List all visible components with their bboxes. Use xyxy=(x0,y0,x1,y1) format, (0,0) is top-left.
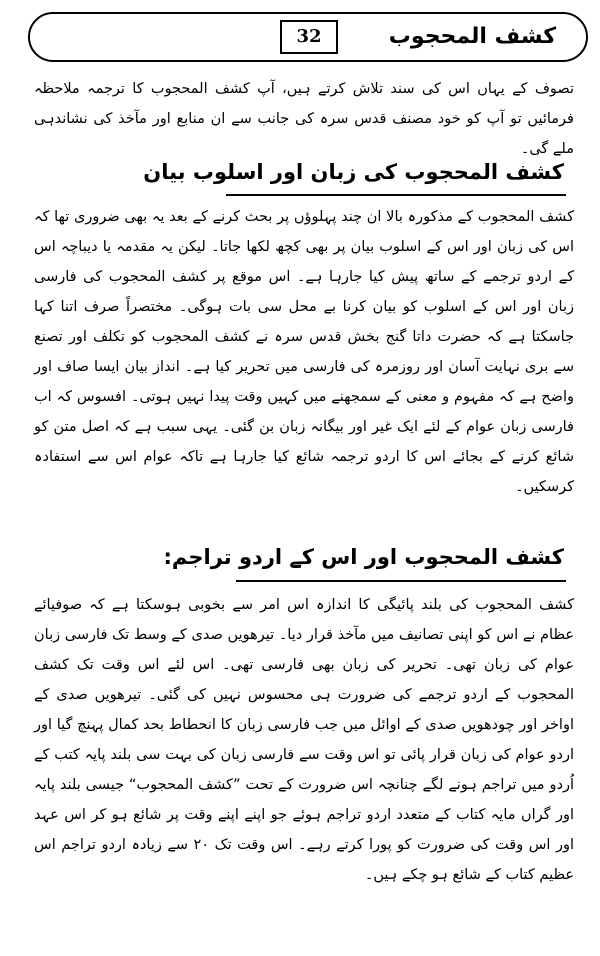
section-paragraph-urdu-translations xyxy=(34,590,574,940)
running-header xyxy=(28,12,588,62)
paragraph-text: کشف المحجوب کے مذکورہ بالا ان چند پہلوؤں پر بحث کرنے کے بعد یہ بھی ضروری تھا کہ اس کی زبان اور اس کے اسلوب بیان پر بھی کچھ لکھا جاتا۔ لیکن یہ مقدمہ یا دیباچہ اس کے اردو ترجمے کے ساتھ پیش کیا جارہا ہے۔ اس موقع پر کشف المحجوب کی فارسی زبان اور اس کے اسلوب کو بیان کرنا بے محل سی بات ہوگی۔ مختصراً صرف اتنا کہا جاسکتا ہے کہ حضرت داتا گنج بخش قدس سرہ نے کشف المحجوب کو تکلف اور تصنع سے بری نہایت آسان اور روزمرہ کی فارسی میں تحریر کیا ہے۔ انداز بیان ایسا صاف اور واضح ہے کہ مفہوم و معنی کے سمجھنے میں کہیں وقت پیدا نہیں ہوتی۔ افسوس کہ اب فارسی زبان عوام کے لئے ایک غیر اور بیگانہ زبان بن گئی۔ یہی سبب ہے کہ اصل متن کو شائع کرنے کے بجائے اس کا اردو ترجمہ شائع کیا جارہا ہے تاکہ عوام اس سے استفادہ کرسکیں۔ xyxy=(34,209,574,495)
running-header-title: کشف المحجوب xyxy=(388,24,556,49)
intro-text: تصوف کے یہاں اس کی سند تلاش کرتے ہیں، آپ کشف المحجوب کا ترجمہ ملاحظہ فرمائیں تو آپ کو خود مصنف قدس سرہ کی جانب سے ان منابع اور مآخذ کی نشاندہی ملے گی۔ xyxy=(34,81,574,157)
section-heading-underline xyxy=(226,194,566,196)
section-heading-language-style: کشف المحجوب کی زبان اور اسلوب بیان xyxy=(143,160,564,184)
page-number: 32 xyxy=(280,20,338,54)
intro-paragraph xyxy=(34,74,574,157)
section-heading-urdu-translations: کشف المحجوب اور اس کے اردو تراجم: xyxy=(163,545,564,569)
section-paragraph-language-style xyxy=(34,202,574,520)
section-heading-underline xyxy=(236,580,566,582)
paragraph-text: کشف المحجوب کی بلند پائیگی کا اندازہ اس امر سے بخوبی ہوسکتا ہے کہ صوفیائے عظام نے اس کو اپنی تصانیف میں مآخذ قرار دیا۔ تیرھویں صدی کے وسط تک فارسی زبان عوام کی زبان تھی۔ تحریر کی زبان بھی فارسی تھی۔ اس لئے اس وقت تک کشف المحجوب کے اردو ترجمے کی ضرورت ہی محسوس نہیں کی گئی۔ تیرھویں صدی کے اواخر اور چودھویں صدی کے اوائل میں جب فارسی زبان کا انحطاط بحد کمال پہنچ گیا اور اردو عوام کی زبان قرار پائی تو اس وقت سے فارسی زبان کی بہت سی بلند پایہ کتب کے اُردو میں تراجم ہونے لگے چنانچہ اس ضرورت کے تحت ”کشف المحجوب“ جیسی بلند پایہ اور گراں مایہ کتاب کے متعدد اردو تراجم ہوئے جو اپنے اپنے وقت پر شائع ہو کر اس عہد اور اس وقت کی ضرورت کو پورا کرتے رہے۔ اس وقت تک ۲۰ سے زیادہ اردو تراجم اس عظیم کتاب کے شائع ہو چکے ہیں۔ xyxy=(34,597,575,883)
